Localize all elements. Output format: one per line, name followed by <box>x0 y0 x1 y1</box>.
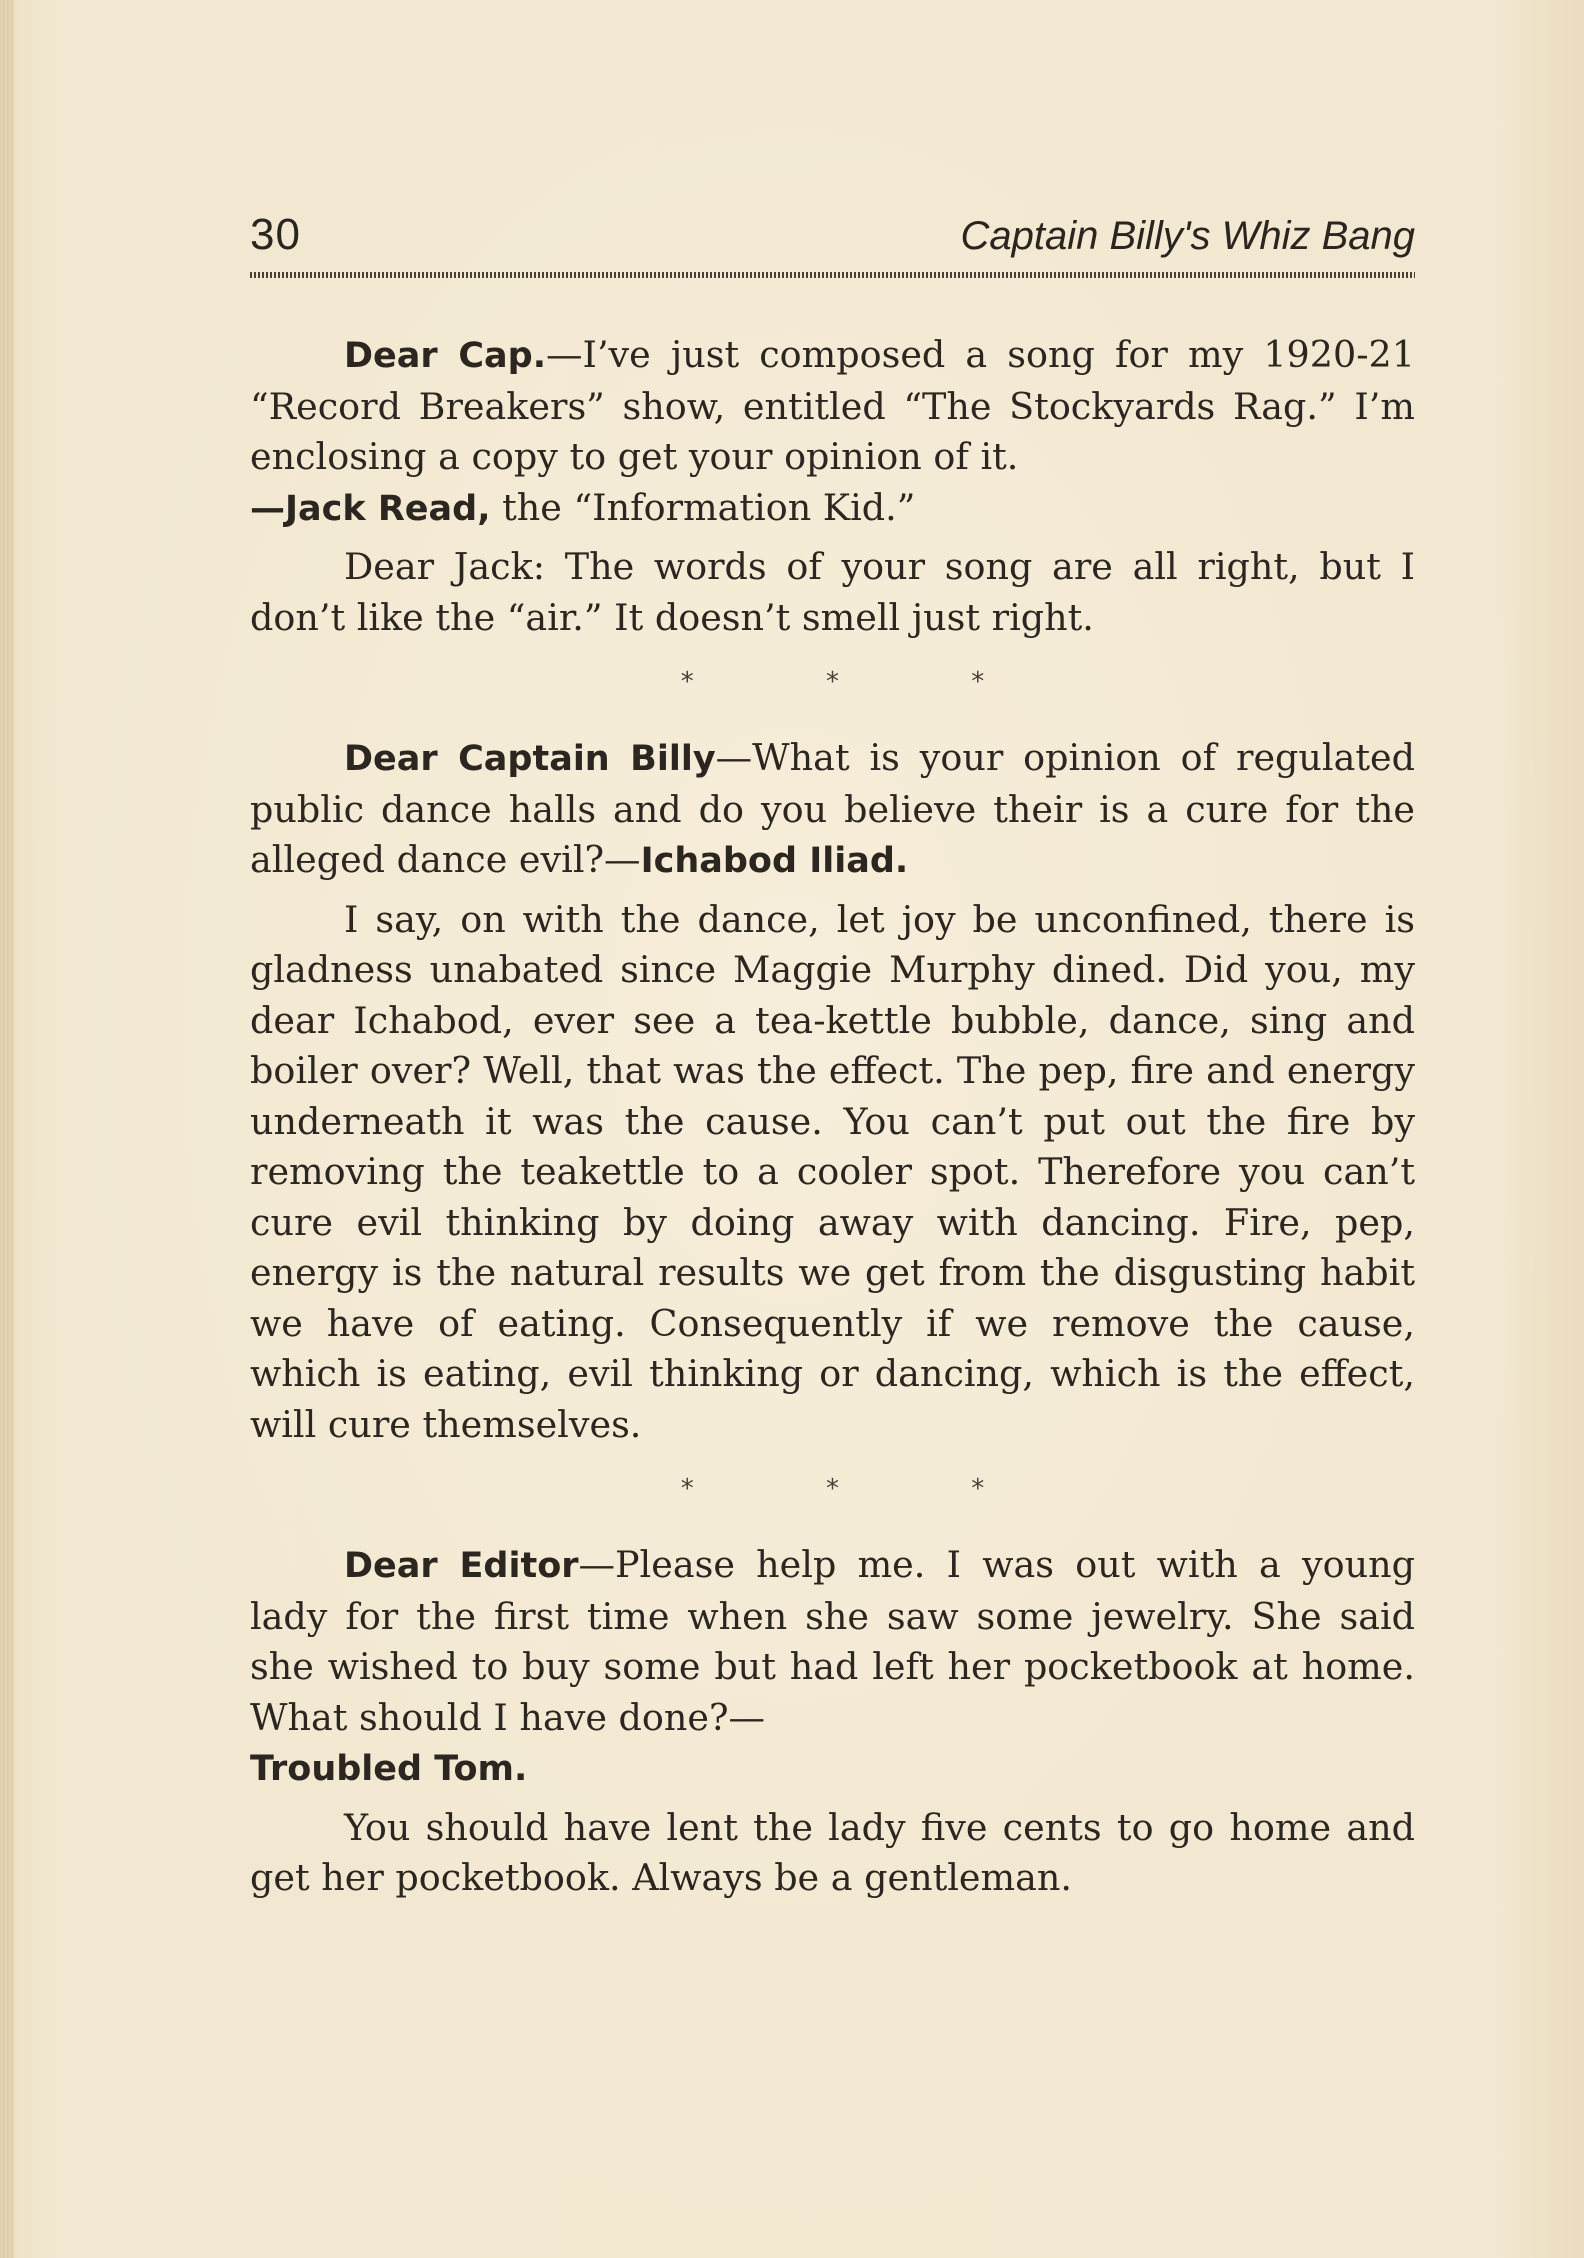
letter-signature: Ichabod Iliad. <box>640 841 909 881</box>
letter-salutation: Dear Editor <box>344 1546 579 1586</box>
letter-text: —What is your opinion of regulated public dance halls and do you believe their is a cure for the alleged dance evil?— <box>250 736 1415 881</box>
letter-text: —I’ve just composed a song for my 1920-21 “Record Breakers” show, entitled “The Stockyards Rag.” I’m enclosing a copy to get your opinion of it. <box>250 333 1416 478</box>
signature-suffix: the “Information Kid.” <box>490 485 916 529</box>
header-rule <box>250 272 1415 278</box>
reply-paragraph: I say, on with the dance, let joy be unconfined, there is gladness unabated since Maggie Murphy dined. Did you, my dear Ichabod, ever see a tea-kettle bubble, dance, sing and boiler over? Well, that was the effect. The pep, fire and energy underneath it was the cause. You can’t put out the fire by removing the teakettle to a cooler spot. Therefore you can’t cure evil thinking by doing away with dancing. Fire, pep, energy is the natural results we get from the disgusting habit we have of eating. Consequently if we remove the cause, which is eating, evil thinking or dancing, which is the effect, will cure themselves. <box>250 897 1415 1446</box>
page-spine-edge <box>0 0 14 2258</box>
running-title: Captain Billy's Whiz Bang <box>960 214 1415 258</box>
letter-text: —Please help me. I was out with a young lady for the first time when she saw some jewelry. She said she wished to buy some but had left her pocketbook at home. What should I have done?— <box>250 1543 1415 1739</box>
letter-salutation: Dear Cap. <box>344 336 547 376</box>
letter-paragraph <box>250 1540 1415 1795</box>
letter-paragraph <box>250 330 1415 534</box>
page-number: 30 <box>250 210 301 259</box>
letter-salutation: Dear Captain Billy <box>344 739 716 779</box>
section-separator: * * * <box>680 1474 1047 1504</box>
reply-paragraph: You should have lent the lady five cents to go home and get her pocketbook. Always be a gentleman. <box>250 1805 1415 1899</box>
letter-paragraph <box>250 733 1415 887</box>
page-body <box>250 330 1415 1912</box>
letter-signature: —Jack Read, <box>250 488 491 529</box>
letter-signature: Troubled Tom. <box>250 1749 528 1789</box>
reply-paragraph: Dear Jack: The words of your song are all right, but I don’t like the “air.” It doesn’t smell just right. <box>250 545 1415 639</box>
section-separator: * * * <box>680 667 1047 697</box>
page-header <box>250 210 1415 270</box>
